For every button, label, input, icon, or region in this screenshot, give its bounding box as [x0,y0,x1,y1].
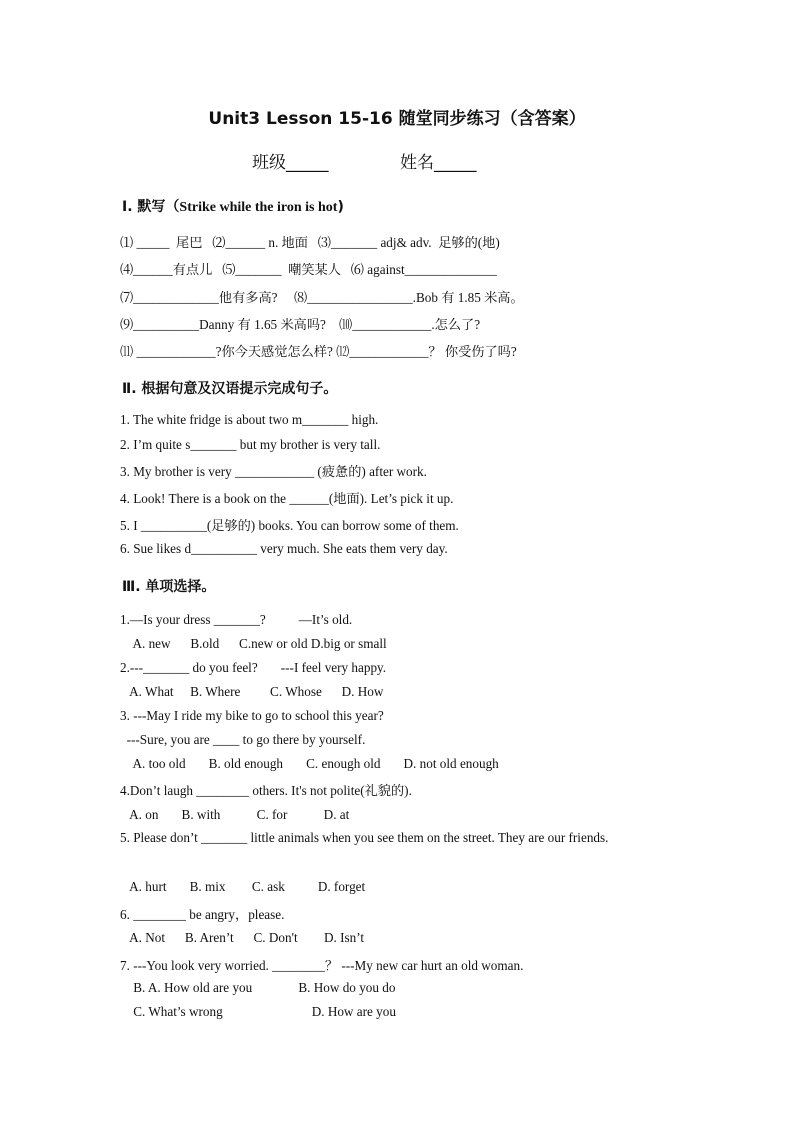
fill-item: 4. Look! There is a book on the ______(地面). Let’s pick it up. [120,491,454,506]
mc-line: 7. ---You look very worried. ________？ ---My new car hurt an old woman. [120,958,524,973]
mc-line: 5. Please don’t _______ little animals when you see them on the street. They are our friends. [120,830,609,845]
section2-heading: Ⅱ. 根据句意及汉语提示完成句子。 [122,381,338,397]
fill-item: 3. My brother is very ____________ (疲惫的) after work. [120,464,427,479]
mc-options: A. What B. Where C. Whose D. How [120,684,384,699]
mc-line: 3. ---May I ride my bike to go to school this year? [120,708,384,723]
section1-heading-cn: Ⅰ. 默写（ [122,199,180,215]
mc-line: ---Sure, you are ____ to go there by yourself. [120,732,366,747]
section1-heading [122,196,344,216]
fill-item: 6. Sue likes d__________ very much. She eats them very day. [120,541,448,556]
dictation-row: ⑼__________Danny 有 1.65 米高吗? ⑽____________.怎么了? [120,317,481,332]
name-bar [0,148,794,172]
dictation-row: ⑴ _____ 尾巴 ⑵______ n. 地面 ⑶_______ adj& adv. 足够的(地) [120,235,500,250]
mc-options: A. Not B. Aren’t C. Don't D. Isn’t [120,930,365,945]
worksheet-title: Unit3 Lesson 15-16 随堂同步练习（含答案） [208,109,586,129]
mc-line: 4.Don’t laugh ________ others. It's not polite(礼貌的). [120,783,412,798]
fill-item: 1. The white fridge is about two m_______ high. [120,412,379,427]
fill-item: 5. I __________(足够的) books. You can borrow some of them. [120,518,459,533]
section3-heading: Ⅲ. 单项选择。 [122,579,216,595]
mc-options: A. on B. with C. for D. at [120,807,350,822]
mc-line: 1.—Is your dress _______? —It’s old. [120,612,353,627]
dictation-row: ⑺_____________他有多高? ⑻________________.Bob 有 1.85 米高。 [120,290,524,305]
mc-line: 6. ________ be angry，please. [120,907,285,922]
name-field: 姓名_____ [400,153,477,173]
section1-heading-end: ) [337,199,344,215]
dictation-row: ⑷______有点儿 ⑸_______ 嘲笑某人 ⑹ against______________ [120,262,497,277]
class-field: 班级_____ [252,153,329,173]
fill-item: 2. I’m quite s_______ but my brother is very tall. [120,437,381,452]
mc-options: A. new B.old C.new or old D.big or small [120,636,387,651]
mc-options: B. A. How old are you B. How do you do [120,980,396,995]
section1-heading-en: Strike while the iron is hot [179,200,338,215]
mc-options: A. hurt B. mix C. ask D. forget [120,879,366,894]
mc-options: C. What’s wrong D. How are you [120,1004,396,1019]
mc-options: A. too old B. old enough C. enough old D. not old enough [120,756,499,771]
mc-line: 2.---_______ do you feel? ---I feel very happy. [120,660,387,675]
dictation-row: ⑾ ____________?你今天感觉怎么样? ⑿____________？ 你受伤了吗? [120,344,517,359]
